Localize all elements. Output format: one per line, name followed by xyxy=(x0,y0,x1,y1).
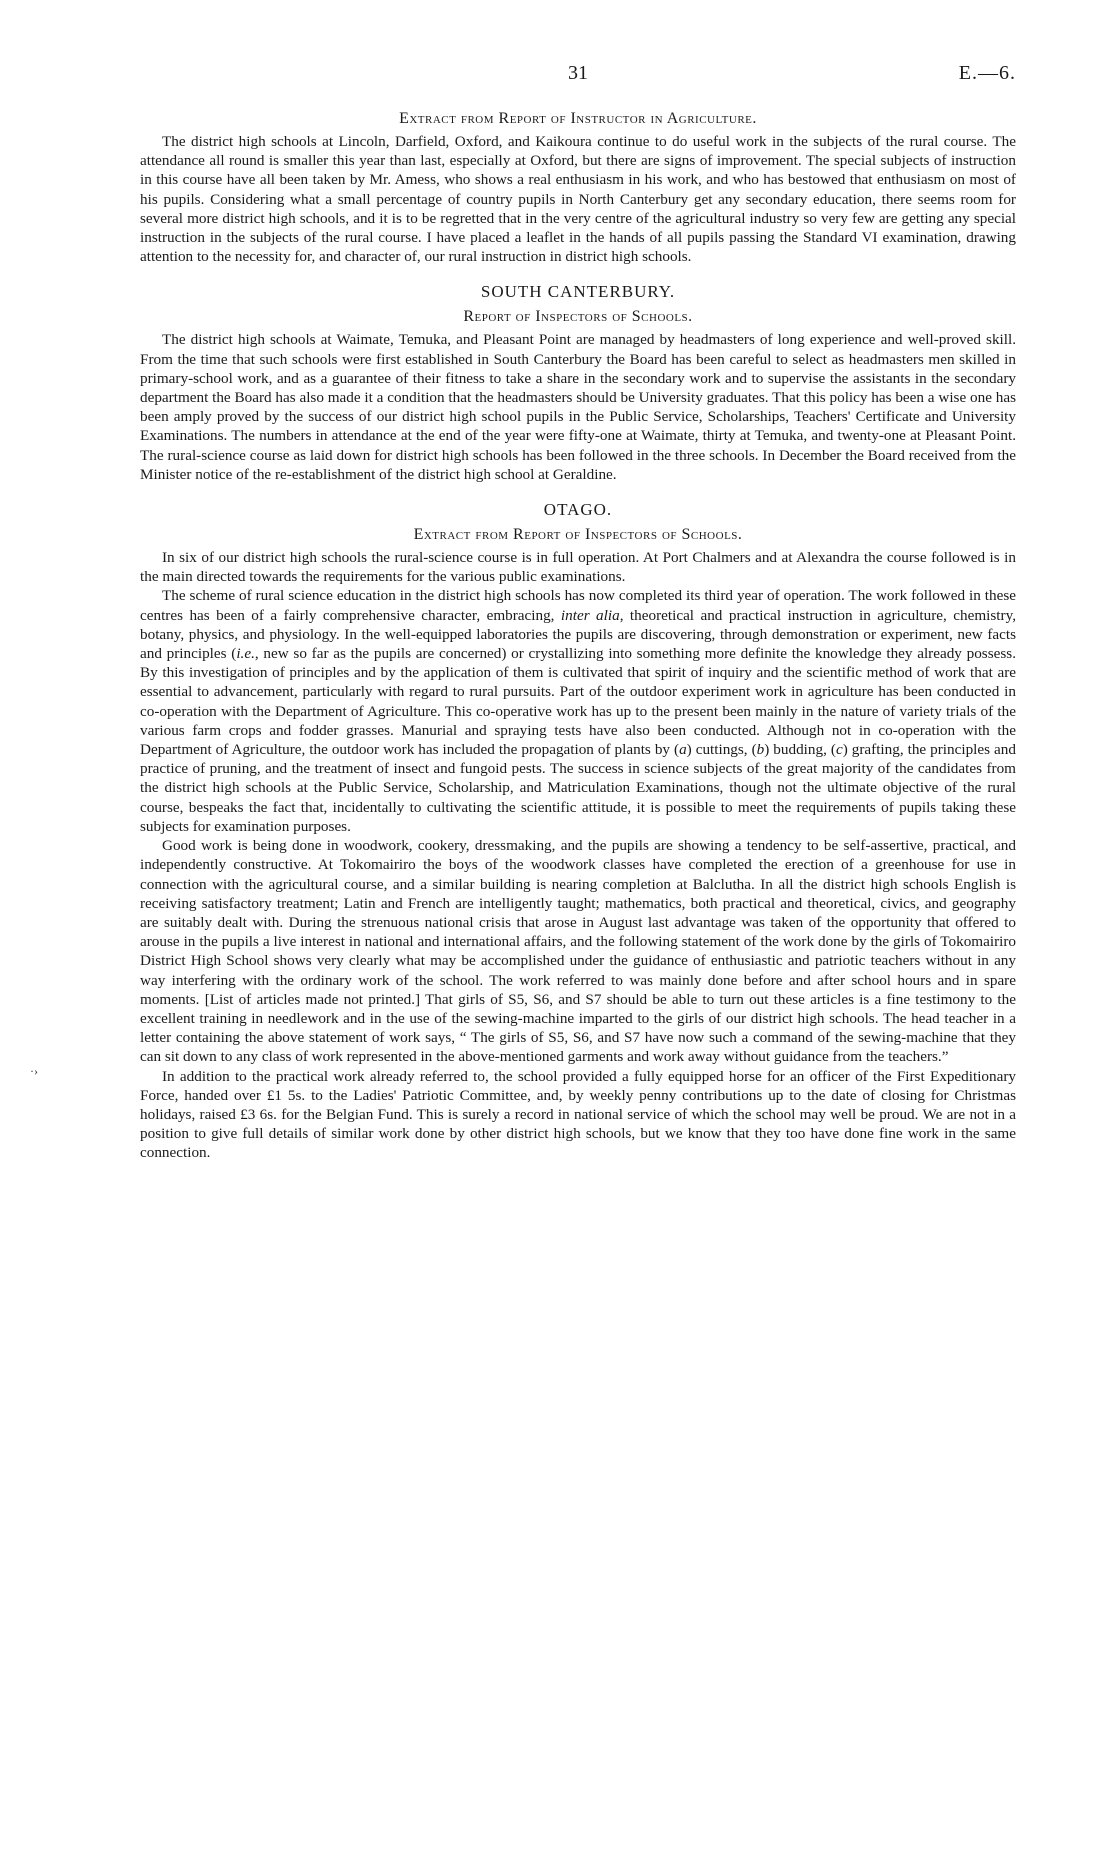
otago-p2-italic-inter-alia: inter alia xyxy=(560,606,620,624)
otago-p2-text-c: , theoretical and practical instruction in agriculture, chemistry, botany, physics, and physiology. In the well-equipped laboratories the pupils are discovering, through demonstration or experiment, new facts and principles ( xyxy=(140,606,1016,663)
otago-p2-italic-c: c xyxy=(835,741,843,759)
otago-p2-italic-a: a xyxy=(679,741,687,759)
page-number: 31 xyxy=(568,62,588,84)
instructor-section xyxy=(140,110,1016,266)
page xyxy=(140,62,1016,1165)
instructor-paragraph: The district high schools at Lincoln, Darfield, Oxford, and Kaikoura continue to do useful work in the subjects of the rural course. The attendance all round is smaller this year than last, especially at Oxford, but there are signs of improvement. The special subjects of instruction in this course have all been taken by Mr. Amess, who shows a real enthusiasm in his work, and who has bestowed that enthusiasm on most of his pupils. Considering what a small percentage of country pupils in North Canterbury get any secondary education, there seems room for several more district high schools, and it is to be regretted that in the very centre of the agricultural industry so very few are getting any special instruction in the subjects of the rural course. I have placed a leaflet in the hands of all pupils passing the Standard VI examination, drawing attention to the necessity for, and character of, our rural instruction in district high schools. xyxy=(140,133,1016,266)
page-header xyxy=(140,62,1016,110)
otago-heading: Extract from Report of Inspectors of Schools. xyxy=(413,526,743,544)
south-canterbury-title: SOUTH CANTERBURY. xyxy=(480,282,676,302)
otago-p2-text-k: ) grafting, the principles and practice of pruning, and the treatment of insect and fungoid pests. The success in science subjects of the great majority of the candidates from the district high schools at the Public Service, Scholarship, and Matriculation Examinations, though not the ultimate objective of the rural course, bespeaks the fact that, incidentally to cultivating the scientific attitude, it is possible to meet the requirements of pupils taking these subjects for examination purposes. xyxy=(140,741,1016,835)
south-canterbury-section xyxy=(140,282,1016,484)
south-canterbury-heading: Report of Inspectors of Schools. xyxy=(463,308,693,326)
instructor-heading: Extract from Report of Instructor in Agriculture. xyxy=(399,110,757,127)
otago-p2-italic-ie: i.e. xyxy=(236,645,255,663)
otago-paragraph-2 xyxy=(140,586,1016,836)
otago-title: OTAGO. xyxy=(543,500,613,520)
south-canterbury-paragraph: The district high schools at Waimate, Temuka, and Pleasant Point are managed by headmasters of long experience and well-proved skill. From the time that such schools were first established in South Canterbury the Board has been careful to select as headmasters men skilled in primary-school work, and as a guarantee of their fitness to take a share in the secondary work and to supervise the assistants in the secondary department the Board has also made it a condition that the headmasters should be University graduates. That this policy has been a wise one has been amply proved by the success of our district high school pupils in the Public Service, Scholarships, Teachers' Certificate and University Examinations. The numbers in attendance at the end of the year were fifty-one at Waimate, thirty at Temuka, and twenty-one at Pleasant Point. The rural-science course as laid down for district high schools has been followed in the three schools. In December the Board received from the Minister notice of the re-establishment of the district high school at Geraldine. xyxy=(140,331,1016,483)
otago-p2-text-e: , new so far as the pupils are concerned) or crystallizing into something more definite the knowledge they already possess. By this investigation of principles and by the application of them is cultivated that spirit of inquiry and the scientific method of work that are essential to advancement, particularly with regard to rural pursuits. Part of the outdoor experiment work in agriculture has been conducted in co-operation with the Department of Agriculture. This co-operative work has up to the present been mainly in the nature of variety trials of the various farm crops and fodder grasses. Manurial and spraying tests have also been conducted. Although not in co-operation with the Department of Agriculture, the outdoor work has included the propagation of plants by ( xyxy=(140,645,1016,759)
otago-p2-text-a: The scheme of rural science education in the district high schools has now completed its third year of operation. The work followed in these centres has been of a fairly comprehensive character, embracing, xyxy=(140,587,1016,624)
otago-p2-text-i: ) budding, ( xyxy=(764,741,836,759)
otago-paragraph-3: Good work is being done in woodwork, cookery, dressmaking, and the pupils are showing a tendency to be self-assertive, practical, and independently constructive. At Tokomairiro the boys of the woodwork classes have completed the erection of a greenhouse for use in connection with the agricultural course, and a similar building is nearing completion at Balclutha. In all the district high schools English is receiving satisfactory treatment; Latin and French are intelligently taught; mathematics, both practical and theoretical, civics, and geography are suitably dealt with. During the strenuous national crisis that arose in August last advantage was taken of the opportunity that offered to arouse in the pupils a live interest in national and international affairs, and the following statement of the work done by the girls of Tokomairiro District High School shows very clearly what may be accomplished under the guidance of enthusiastic and patriotic teachers without in any way interfering with the ordinary work of the school. The work referred to was mainly done before and after school hours and in spare moments. [List of articles made not printed.] That girls of S5, S6, and S7 should be able to turn out these articles is a fine testimony to the excellent training in needlework and in the use of the sewing-machine imparted to the girls of our district high schools. The head teacher in a letter containing the above statement of work says, “ The girls of S5, S6, and S7 have now such a command of the sewing-machine that they can sit down to any class of work represented in the above-mentioned garments and work away without guidance from the teachers.” xyxy=(140,837,1016,1066)
otago-section xyxy=(140,500,1016,1163)
otago-paragraph-1: In six of our district high schools the rural-science course is in full operation. At Port Chalmers and at Alexandra the course followed is in the main directed towards the requirements for the various public examinations. xyxy=(140,549,1016,586)
document-code: E.—6. xyxy=(958,62,1016,84)
otago-paragraph-4: In addition to the practical work already referred to, the school provided a fully equipped horse for an officer of the First Expeditionary Force, handed over £1 5s. to the Ladies' Patriotic Committee, and, by weekly penny contributions up to the date of closing for Christmas holidays, raised £3 6s. for the Belgian Fund. This is surely a record in national service of which the school may well be proud. We are not in a position to give full details of similar work done by other district high schools, but we know that they too have done fine work in the same connection. xyxy=(140,1067,1016,1162)
margin-mark: ·› xyxy=(30,1064,38,1078)
otago-p2-italic-b: b xyxy=(756,741,765,759)
otago-p2-text-g: ) cuttings, ( xyxy=(686,741,757,759)
